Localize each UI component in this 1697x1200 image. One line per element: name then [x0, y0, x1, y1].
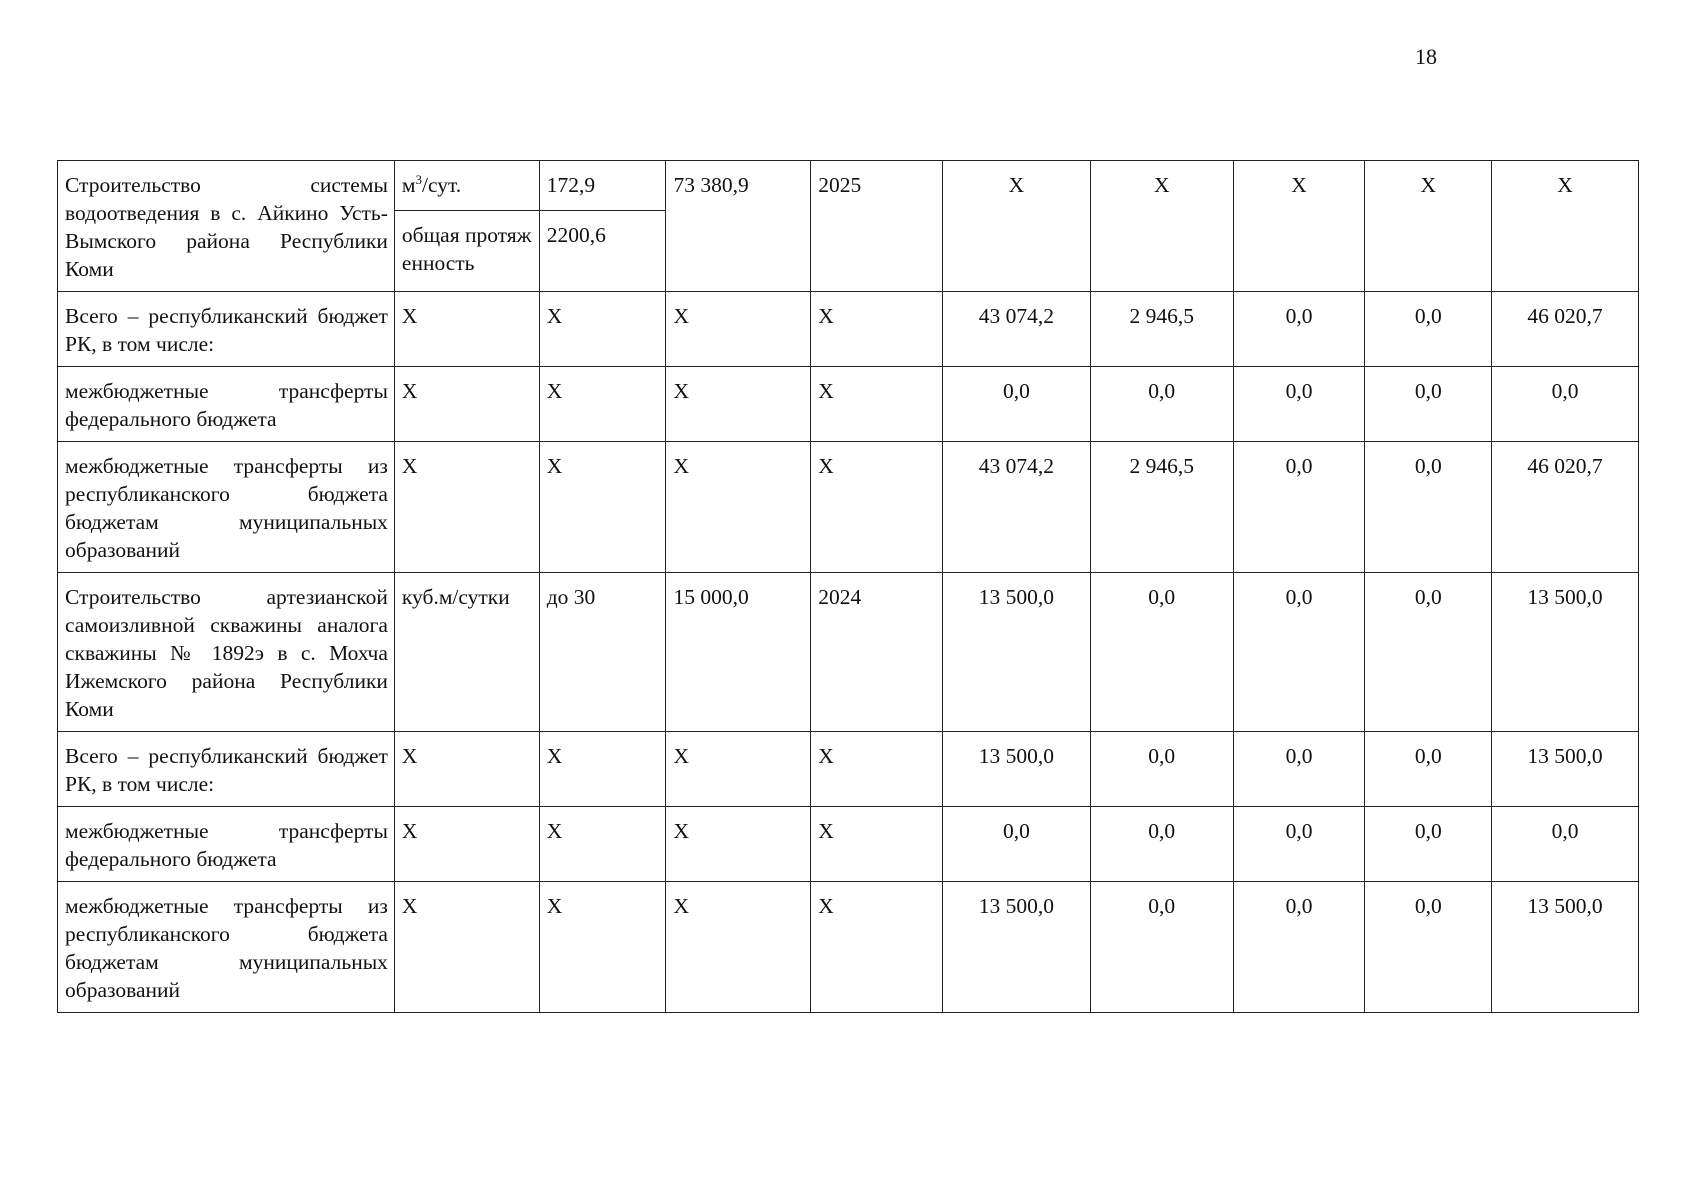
row-name-cell: Всего – республиканский бюджет РК, в том числе: [58, 292, 395, 367]
year3-cell: 0,0 [1233, 573, 1365, 732]
unit-cell: X [394, 367, 539, 442]
year2-cell: X [1090, 161, 1233, 292]
table-row [58, 732, 1639, 807]
year-cell: X [811, 732, 943, 807]
year1-cell: 13 500,0 [943, 882, 1091, 1013]
unit-cell: X [394, 732, 539, 807]
year-cell: X [811, 807, 943, 882]
cost-cell: 15 000,0 [666, 573, 811, 732]
total-cell: 46 020,7 [1492, 442, 1639, 573]
year3-cell: 0,0 [1233, 807, 1365, 882]
year4-cell: 0,0 [1365, 732, 1492, 807]
unit-cell: $м^3$/сут. [394, 161, 539, 211]
capacity-cell: X [539, 882, 666, 1013]
page-number: 18 [1415, 44, 1437, 69]
year3-cell: 0,0 [1233, 882, 1365, 1013]
unit-cell: X [394, 292, 539, 367]
year1-cell: 13 500,0 [943, 573, 1091, 732]
year4-cell: X [1365, 161, 1492, 292]
cost-cell: X [666, 882, 811, 1013]
year2-cell: 0,0 [1090, 732, 1233, 807]
table-row [58, 292, 1639, 367]
capacity-cell: до 30 [539, 573, 666, 732]
budget-table [57, 160, 1639, 1013]
capacity-cell: X [539, 732, 666, 807]
row-name-cell: межбюджетные трансферты из республиканского бюджета бюджетам муниципальных образований [58, 882, 395, 1013]
unit-cell: X [394, 882, 539, 1013]
year4-cell: 0,0 [1365, 882, 1492, 1013]
capacity-cell: 2200,6 [539, 211, 666, 292]
year1-cell: 43 074,2 [943, 292, 1091, 367]
table-row [58, 573, 1639, 732]
year1-cell: 0,0 [943, 807, 1091, 882]
year2-cell: 0,0 [1090, 807, 1233, 882]
unit-cell: куб.м/сутки [394, 573, 539, 732]
unit-cell: общая протяженность [394, 211, 539, 292]
year-cell: X [811, 292, 943, 367]
table-row [58, 367, 1639, 442]
capacity-cell: X [539, 807, 666, 882]
table-row [58, 882, 1639, 1013]
year2-cell: 0,0 [1090, 367, 1233, 442]
total-cell: 13 500,0 [1492, 573, 1639, 732]
row-name-cell: межбюджетные трансферты из республиканского бюджета бюджетам муниципальных образований [58, 442, 395, 573]
table-row [58, 807, 1639, 882]
cost-cell: 73 380,9 [666, 161, 811, 292]
total-cell: 0,0 [1492, 807, 1639, 882]
row-name-cell: межбюджетные трансферты федерального бюджета [58, 367, 395, 442]
year4-cell: 0,0 [1365, 292, 1492, 367]
year-cell: X [811, 882, 943, 1013]
project-name-cell: Строительство системы водоотведения в с. Айкино Усть-Вымского района Республики Коми [58, 161, 395, 292]
year2-cell: 0,0 [1090, 573, 1233, 732]
year2-cell: 2 946,5 [1090, 292, 1233, 367]
table-row [58, 161, 1639, 211]
year-cell: X [811, 442, 943, 573]
year4-cell: 0,0 [1365, 573, 1492, 732]
table-row [58, 442, 1639, 573]
cost-cell: X [666, 807, 811, 882]
year2-cell: 0,0 [1090, 882, 1233, 1013]
cost-cell: X [666, 732, 811, 807]
year-cell: 2025 [811, 161, 943, 292]
total-cell: 13 500,0 [1492, 732, 1639, 807]
year3-cell: 0,0 [1233, 442, 1365, 573]
cost-cell: X [666, 292, 811, 367]
capacity-cell: X [539, 442, 666, 573]
year1-cell: 0,0 [943, 367, 1091, 442]
row-name-cell: Всего – республиканский бюджет РК, в том числе: [58, 732, 395, 807]
year1-cell: X [943, 161, 1091, 292]
total-cell: 13 500,0 [1492, 882, 1639, 1013]
year-cell: 2024 [811, 573, 943, 732]
year3-cell: 0,0 [1233, 292, 1365, 367]
year3-cell: X [1233, 161, 1365, 292]
year4-cell: 0,0 [1365, 807, 1492, 882]
capacity-cell: 172,9 [539, 161, 666, 211]
total-cell: X [1492, 161, 1639, 292]
year-cell: X [811, 367, 943, 442]
row-name-cell: межбюджетные трансферты федерального бюджета [58, 807, 395, 882]
year4-cell: 0,0 [1365, 367, 1492, 442]
capacity-cell: X [539, 367, 666, 442]
year1-cell: 13 500,0 [943, 732, 1091, 807]
cost-cell: X [666, 367, 811, 442]
year4-cell: 0,0 [1365, 442, 1492, 573]
total-cell: 0,0 [1492, 367, 1639, 442]
year1-cell: 43 074,2 [943, 442, 1091, 573]
year3-cell: 0,0 [1233, 732, 1365, 807]
unit-cell: X [394, 807, 539, 882]
project-name-cell: Строительство артезианской самоизливной скважины аналога скважины № 1892э в с. Мохча Ижемского района Республики Коми [58, 573, 395, 732]
year2-cell: 2 946,5 [1090, 442, 1233, 573]
year3-cell: 0,0 [1233, 367, 1365, 442]
unit-cell: X [394, 442, 539, 573]
cost-cell: X [666, 442, 811, 573]
capacity-cell: X [539, 292, 666, 367]
total-cell: 46 020,7 [1492, 292, 1639, 367]
